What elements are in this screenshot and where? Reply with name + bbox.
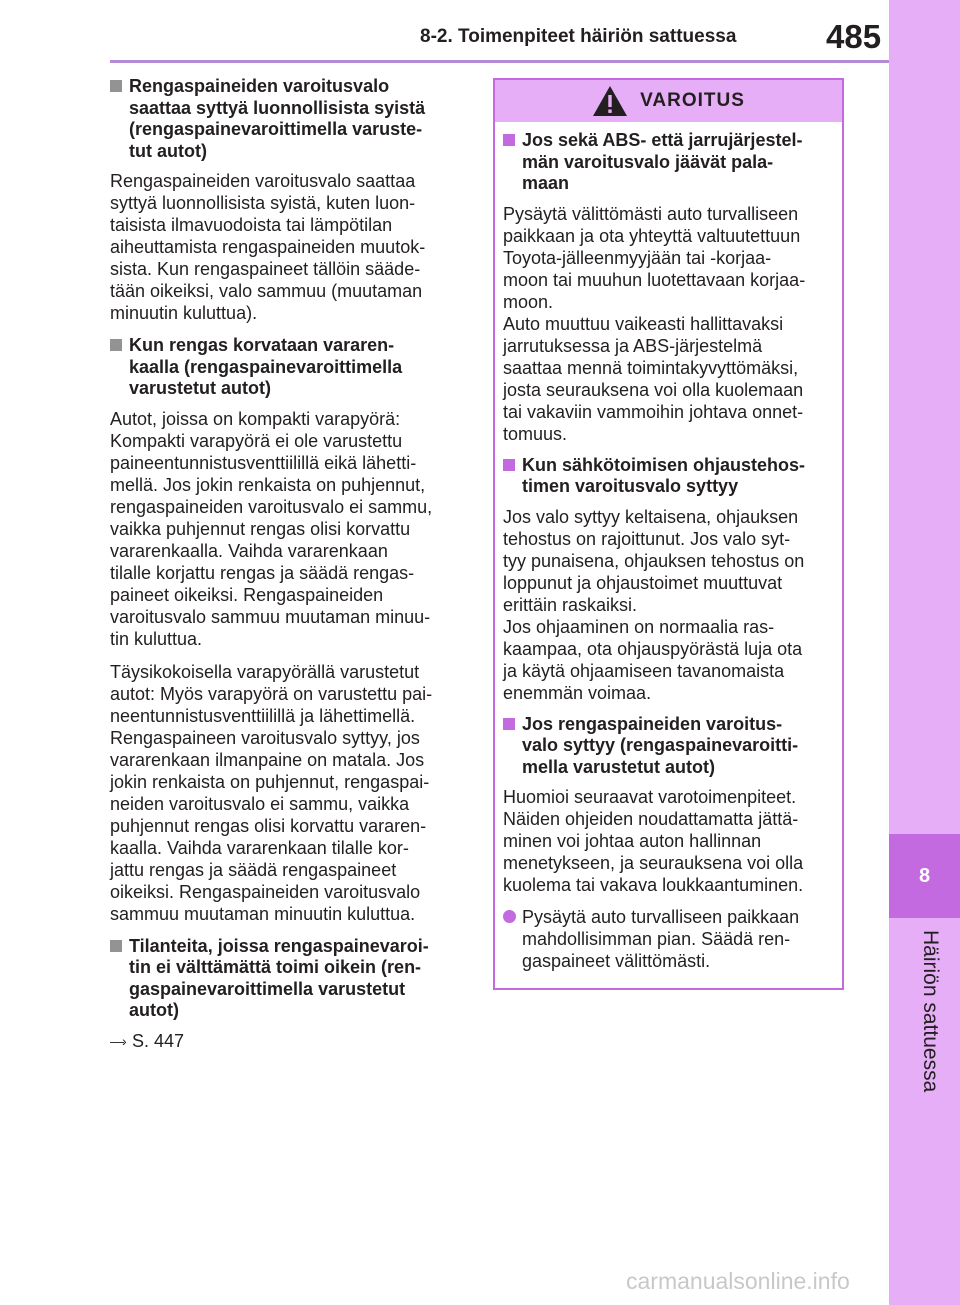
text-line: josta seurauksena voi olla kuolemaan xyxy=(503,379,804,400)
text-line: neentunnistusventtiilillä ja lähettimellä. xyxy=(110,705,416,726)
text-line: Huomioi seuraavat varotoimenpiteet. xyxy=(503,787,797,807)
text-line: tin kuluttua. xyxy=(110,628,203,649)
section-heading xyxy=(110,335,466,400)
heading-text xyxy=(129,335,466,400)
section-heading xyxy=(503,130,833,195)
square-bullet-icon xyxy=(110,80,122,92)
text-line: Tilanteita, joissa rengaspainevaroi- xyxy=(129,935,429,956)
text-line: tehostus on rajoittunut. Jos valo syt- xyxy=(503,528,791,549)
header-title: 8-2. Toimenpiteet häiriön sattuessa xyxy=(420,26,737,47)
section-heading xyxy=(110,76,466,162)
list-item xyxy=(503,906,833,972)
text-line: sista. Kun rengaspaineet tällöin sääde- xyxy=(110,259,421,279)
text-line: menetykseen, ja seurauksena voi olla xyxy=(503,853,804,873)
text-line: timen varoitusvalo syttyy xyxy=(522,476,739,496)
text-line: varustetut autot) xyxy=(129,378,272,398)
text-line: Pysäytä välittömästi auto turvalliseen xyxy=(503,203,799,224)
text-line: (rengaspainevaroittimella varuste- xyxy=(129,119,423,139)
paragraph xyxy=(503,506,833,704)
text-line: autot) xyxy=(129,1000,179,1020)
text-line: jattu rengas ja säädä rengaspaineet xyxy=(110,859,397,880)
text-line: Rengaspaineen varoitusvalo syttyy, jos xyxy=(110,727,420,748)
text-line: Auto muuttuu vaikeasti hallittavaksi xyxy=(503,313,784,334)
text-line: Autot, joissa on kompakti varapyörä: xyxy=(110,408,401,429)
text-line: vararenkaan ilmanpaine on matala. Jos xyxy=(110,749,425,770)
text-line: moon tai muuhun luotettavaan korjaa- xyxy=(503,269,806,290)
text-line: maan xyxy=(522,173,570,193)
chapter-label: Häiriön sattuessa xyxy=(919,930,942,1093)
text-line: minuutin kuluttua). xyxy=(110,303,258,323)
text-line: tai vakaviin vammoihin johtava onnet- xyxy=(503,401,804,422)
chapter-number: 8 xyxy=(889,834,960,918)
square-bullet-icon xyxy=(503,718,515,730)
text-line: tään oikeiksi, valo sammuu (muutaman xyxy=(110,281,423,301)
text-line: mellä. Jos jokin renkaista on puhjennut, xyxy=(110,474,426,495)
text-line: saattaa syttyä luonnollisista syistä xyxy=(129,97,426,118)
text-line: män varoitusvalo jäävät pala- xyxy=(522,151,774,172)
text-line: tyy punaisena, ohjauksen tehostus on xyxy=(503,550,805,571)
text-line: valo syttyy (rengaspainevaroitti- xyxy=(522,735,799,755)
text-line: tin ei välttämättä toimi oikein (ren- xyxy=(129,957,422,977)
text-line: Jos valo syttyy keltaisena, ohjauksen xyxy=(503,506,799,527)
heading-text xyxy=(129,936,466,1022)
text-line: tilalle korjattu rengas ja säädä rengas- xyxy=(110,562,415,583)
text-line: kaalla. Vaihda vararenkaan tilalle kor- xyxy=(110,837,409,858)
text-line: mella varustetut autot) xyxy=(522,756,716,777)
text-line: jarrutuksessa ja ABS-järjestelmä xyxy=(503,335,763,356)
paragraph xyxy=(110,408,466,650)
text-line: Jos ohjaaminen on normaalia ras- xyxy=(503,616,775,637)
text-line: minen voi johtaa auton hallinnan xyxy=(503,831,762,851)
text-line: Toyota-jälleenmyyjään tai -korjaa- xyxy=(503,247,772,268)
arrow-right-icon: —› xyxy=(110,1032,125,1049)
paragraph xyxy=(110,661,466,925)
text-line: tut autot) xyxy=(129,140,207,161)
section-heading xyxy=(110,936,466,1022)
text-line: Näiden ohjeiden noudattamatta jättä- xyxy=(503,809,799,829)
square-bullet-icon xyxy=(503,459,515,471)
text-line: mahdollisimman pian. Säädä ren- xyxy=(522,929,791,949)
heading-text xyxy=(522,455,833,498)
text-line: paikkaan ja ota yhteyttä valtuutettuun xyxy=(503,225,801,246)
paragraph xyxy=(503,203,833,445)
square-bullet-icon xyxy=(110,940,122,952)
text-line: erittäin raskaiksi. xyxy=(503,594,638,615)
text-line: kuolema tai vakava loukkaantuminen. xyxy=(503,875,804,895)
text-line: puhjennut rengas olisi korvattu vararen- xyxy=(110,815,427,836)
text-line: gaspainevaroittimella varustetut xyxy=(129,978,406,999)
list-item-text xyxy=(522,906,799,972)
text-line: Kun sähkötoimisen ohjaustehos- xyxy=(522,454,806,475)
text-line: rengaspaineiden varoitusvalo ei sammu, xyxy=(110,496,433,517)
text-line: enemmän voimaa. xyxy=(503,682,652,703)
paragraph xyxy=(503,786,833,896)
text-line: Rengaspaineiden varoitusvalo xyxy=(129,76,390,96)
text-line: jokin renkaista on puhjennut, rengaspai- xyxy=(110,771,430,792)
circle-bullet-icon xyxy=(503,910,516,923)
text-line: Täysikokoisella varapyörällä varustetut xyxy=(110,661,420,682)
heading-text xyxy=(129,76,466,162)
warning-triangle-icon xyxy=(592,85,628,117)
text-line: kaampaa, ota ohjauspyörästä luja ota xyxy=(503,638,803,659)
square-bullet-icon xyxy=(503,134,515,146)
text-line: Pysäytä auto turvalliseen paikkaan xyxy=(522,907,800,927)
text-line: moon. xyxy=(503,291,554,312)
text-line: saattaa mennä toimintakyvyttömäksi, xyxy=(503,357,799,378)
text-line: Kun rengas korvataan vararen- xyxy=(129,335,395,355)
warning-body xyxy=(495,122,842,972)
text-line: paineentunnistusventtiilillä eikä lähetti- xyxy=(110,452,417,473)
watermark: carmanualsonline.info xyxy=(626,1268,850,1294)
text-line: Jos sekä ABS- että jarrujärjestel- xyxy=(522,130,803,150)
section-heading xyxy=(503,455,833,498)
page-reference[interactable] xyxy=(110,1030,466,1052)
side-tab xyxy=(889,0,960,1305)
text-line: varoitusvalo sammuu muutaman minuu- xyxy=(110,606,431,627)
text-line: sammuu muutaman minuutin kuluttua. xyxy=(110,903,416,924)
text-line: kaalla (rengaspainevaroittimella xyxy=(129,356,403,377)
heading-text xyxy=(522,130,833,195)
warning-header xyxy=(495,80,842,122)
text-line: tomuus. xyxy=(503,423,568,444)
header-rule xyxy=(110,60,890,63)
warning-title: VAROITUS xyxy=(640,90,745,111)
text-line: paineet oikeiksi. Rengaspaineiden xyxy=(110,584,384,605)
square-bullet-icon xyxy=(110,339,122,351)
text-line: aiheuttamista rengaspaineiden muutok- xyxy=(110,237,426,257)
warning-box xyxy=(493,78,844,990)
text-line: vararenkaalla. Vaihda vararenkaan xyxy=(110,540,388,561)
text-line: Rengaspaineiden varoitusvalo saattaa xyxy=(110,171,416,191)
paragraph xyxy=(110,170,466,324)
text-line: gaspaineet välittömästi. xyxy=(522,951,711,971)
reference-text: S. 447 xyxy=(132,1030,185,1051)
text-line: Jos rengaspaineiden varoitus- xyxy=(522,713,783,734)
text-line: ja käytä ohjaamiseen tavanomaista xyxy=(503,660,785,681)
text-line: neiden varoitusvalo ei sammu, vaikka xyxy=(110,793,410,814)
text-line: oikeiksi. Rengaspaineiden varoitusvalo xyxy=(110,881,421,902)
text-line: loppunut ja ohjaustoimet muuttuvat xyxy=(503,572,783,593)
text-line: taisista ilmavuodoista tai lämpötilan xyxy=(110,215,393,235)
heading-text xyxy=(522,714,833,779)
left-column xyxy=(110,76,466,1052)
text-line: syttyä luonnollisista syistä, kuten luon- xyxy=(110,193,416,213)
section-heading xyxy=(503,714,833,779)
text-line: vaikka puhjennut rengas olisi korvattu xyxy=(110,518,411,539)
page-number: 485 xyxy=(826,18,882,55)
text-line: Kompakti varapyörä ei ole varustettu xyxy=(110,430,403,451)
text-line: autot: Myös varapyörä on varustettu pai- xyxy=(110,683,433,704)
